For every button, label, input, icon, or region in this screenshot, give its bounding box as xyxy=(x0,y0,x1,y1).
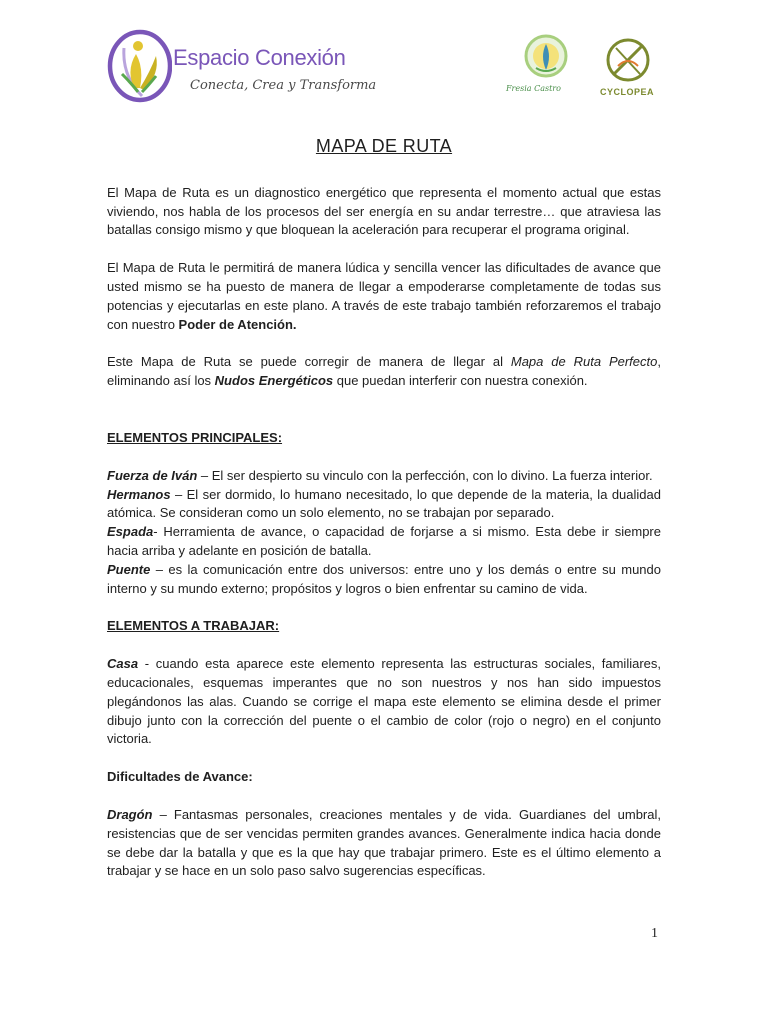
brand-tagline: Conecta, Crea y Transforma xyxy=(190,78,377,93)
subsection-heading: Dificultades de Avance: xyxy=(107,769,253,785)
document-body xyxy=(107,137,661,881)
lotus-figure-icon xyxy=(104,26,172,106)
definition-item: Fuerza de Iván – El ser despierto su vinculo con la perfección, con lo divino. La fuerza interior. xyxy=(107,467,653,483)
page-title: MAPA DE RUTA xyxy=(315,136,453,156)
cyclopea-wordmark: CYCLOPEA xyxy=(600,87,655,97)
definition-item: Casa - cuando esta aparece este elemento representa las estructuras sociales, familiares, educacionales, esquemas imperantes que no son nuestros y nos han sido impuestos plegándonos las alas. Cuando se corrige el mapa este elemento se elimina desde el primer dibujo junto con la corrección del puente o el cambio de color (rojo o negro) en el conjunto victoria. xyxy=(107,656,661,747)
page-number: 1 xyxy=(651,926,658,941)
espacio-conexion-logo xyxy=(104,26,377,106)
definition-item: Espada- Herramienta de avance, o capacidad de forjarse a si mismo. Esta debe ir siempre hacia arriba y adelante en posición de batalla. xyxy=(107,524,661,558)
brand-name: Espacio Conexión xyxy=(173,45,346,70)
intro-paragraph-3: Este Mapa de Ruta se puede corregir de manera de llegar al Mapa de Ruta Perfecto, eliminando así los Nudos Energéticos que puedan interferir con nuestra conexión. xyxy=(107,354,661,389)
definition-item: Puente – es la comunicación entre dos universos: entre uno y los demás o entre su mundo interno y su mundo externo; propósitos y logros o bien enfrentar su camino de vida. xyxy=(107,561,661,596)
intro-paragraph-1: El Mapa de Ruta es un diagnostico energético que representa el momento actual que estas viviendo, nos habla de los procesos del ser energía en su andar terrestre… que atraviesa las batallas consigo mismo y que bloquean la aceleración para recuperar el programa original. xyxy=(107,184,661,238)
partner-logos xyxy=(500,32,670,102)
definition-item: Hermanos – El ser dormido, lo humano necesitado, lo que depende de la materia, la dualidad atómica. Se consideran como un solo elemento, no se trabajan por separado. xyxy=(107,486,661,521)
section-heading-principales: ELEMENTOS PRINCIPALES: xyxy=(107,429,283,445)
fresia-castro-logo-icon xyxy=(518,32,578,87)
intro-paragraph-2: El Mapa de Ruta le permitirá de manera lúdica y sencilla vencer las dificultades de avance que usted mismo se ha puesto de manera de llegar a empoderarse completamente de todas sus potencias y ejecutarlas en este plano. A través de este trabajo también reforzaremos el trabajo con nuestro Poder de Atención. xyxy=(107,260,661,332)
definition-item: Dragón – Fantasmas personales, creaciones mentales y de vida. Guardianes del umbral, resistencias que de ser vencidas permiten grandes avances. Generalmente indica hacia donde se debe dar la batalla y que es la que hay que trabajar primero. Este es el último elemento a trabajar y se hace en un solo paso salvo sugerencias específicas. xyxy=(107,806,661,879)
section-heading-trabajar: ELEMENTOS A TRABAJAR: xyxy=(107,618,280,634)
cyclopea-logo-icon xyxy=(600,34,656,86)
fresia-signature: Fresia Castro xyxy=(506,84,561,93)
